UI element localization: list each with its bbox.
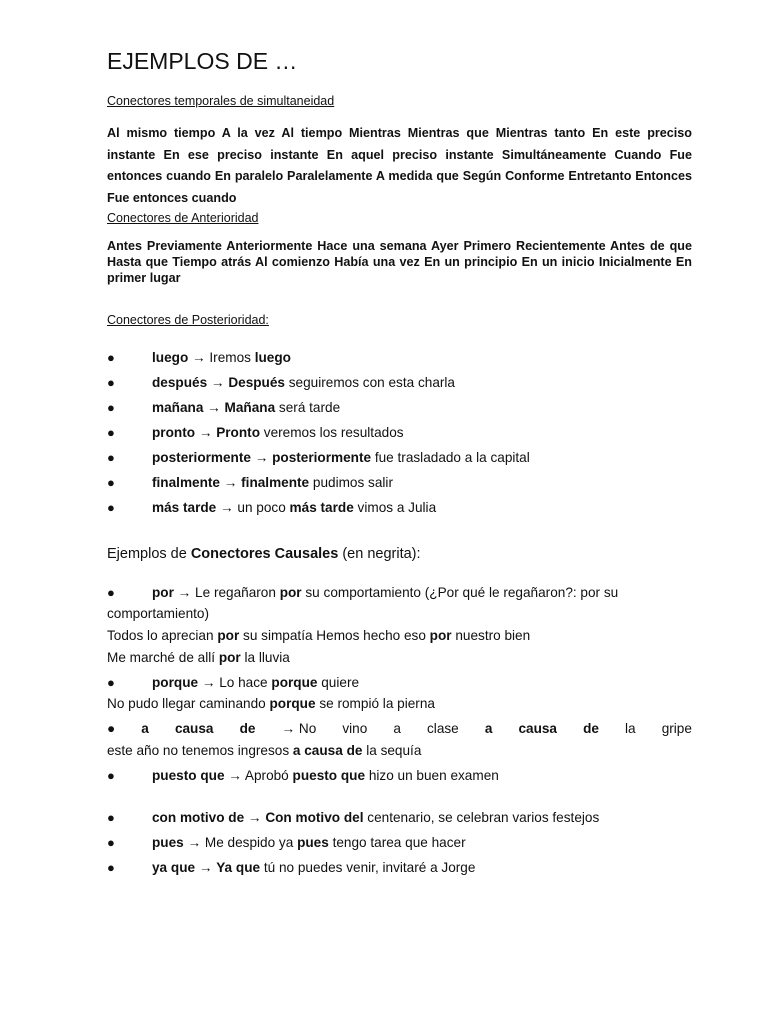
bullet-icon: ● (107, 721, 116, 736)
list-item (107, 350, 291, 365)
list-item-text: posteriormente (152, 450, 251, 465)
list-item-text: luego (254, 350, 291, 365)
bullet-icon: ● (107, 860, 115, 875)
list-item-a-causa-de: ● a causa de → No vino a clase a causa de la gripe (107, 721, 692, 736)
list-item-text: → (250, 450, 273, 465)
list-item-text: vimos a Julia (353, 500, 437, 515)
list-item-pues: ● pues → Me despido ya pues tengo tarea que hacer (107, 835, 466, 850)
bullet-icon: ● (107, 425, 115, 440)
list-item (107, 475, 393, 490)
list-item-text: Después (228, 375, 285, 390)
bullet-icon: ● (107, 500, 115, 515)
anterioridad-paragraph: Antes Previamente Anteriormente Hace una semana Ayer Primero Recientemente Antes de que Hasta que Tiempo atrás Al comienzo Había una vez En un principio En un inicio Inicialmente En primer lugar (107, 239, 692, 285)
list-item-text: posteriormente (272, 450, 372, 465)
por-example-2: Todos lo aprecian por su simpatía Hemos hecho eso por nuestro bien (107, 628, 531, 643)
list-item-text: finalmente (152, 475, 220, 490)
causales-intro: Ejemplos de Conectores Causales (en negrita): (107, 546, 421, 562)
list-item (107, 500, 436, 515)
list-item-text: pudimos salir (309, 475, 393, 490)
list-item (107, 425, 404, 440)
section-heading-posterioridad: Conectores de Posterioridad: (107, 313, 269, 327)
bullet-icon: ● (107, 375, 115, 390)
section-heading-simultaneidad: Conectores temporales de simultaneidad (107, 94, 335, 108)
list-item-puesto-que: ● puesto que → Aprobó puesto que hizo un buen examen (107, 768, 499, 783)
list-item-text: finalmente (241, 475, 310, 490)
bullet-icon: ● (107, 675, 115, 690)
bullet-icon: ● (107, 768, 115, 783)
list-item-ya-que: ● ya que → Ya que tú no puedes venir, invitaré a Jorge (107, 860, 476, 875)
list-item (107, 400, 340, 415)
list-item-text: fue trasladado a la capital (371, 450, 530, 465)
list-item-text: después (152, 375, 208, 390)
list-item-text: Pronto (216, 425, 260, 440)
list-item-text: seguiremos con esta charla (284, 375, 455, 390)
list-item-text: → un poco (216, 500, 290, 515)
list-item-text: más tarde (289, 500, 354, 515)
list-item-text: → Iremos (188, 350, 255, 365)
list-item-text: Mañana (224, 400, 276, 415)
simultaneidad-paragraph: Al mismo tiempo A la vez Al tiempo Mientras Mientras que Mientras tanto En este preciso instante En ese preciso instante En aquel preciso instante Simultáneamente Cuando Fue entonces cuando En paralelo Paralelamente A medida que Según Conforme Entretanto Entonces Fue entonces cuando (107, 126, 692, 205)
section-heading-anterioridad: Conectores de Anterioridad (107, 211, 259, 225)
list-item-text: más tarde (152, 500, 217, 515)
bullet-icon: ● (107, 810, 115, 825)
bullet-icon: ● (107, 585, 115, 600)
list-item (107, 375, 455, 390)
list-item-text: → (207, 375, 229, 390)
list-item-por: ● por → Le regañaron por su comportamiento (¿Por qué le regañaron?: por su (107, 585, 619, 600)
page-title: EJEMPLOS DE … (107, 48, 298, 74)
bullet-icon: ● (107, 450, 115, 465)
list-item-text: será tarde (275, 400, 341, 415)
bullet-icon: ● (107, 400, 115, 415)
list-item-text: mañana (152, 400, 204, 415)
list-item-text: luego (152, 350, 189, 365)
por-continuation: comportamiento) (107, 606, 209, 621)
list-item-con-motivo-de: ● con motivo de → Con motivo del centenario, se celebran varios festejos (107, 810, 600, 825)
a-causa-de-example-2: este año no tenemos ingresos a causa de la sequía (107, 743, 422, 758)
list-item-text: veremos los resultados (260, 425, 404, 440)
bullet-icon: ● (107, 350, 115, 365)
list-item-text: pronto (152, 425, 196, 440)
list-item-text: → (219, 475, 242, 490)
list-item-text: → (203, 400, 225, 415)
list-item (107, 450, 530, 465)
por-example-3: Me marché de allí por la lluvia (107, 650, 290, 665)
bullet-icon: ● (107, 835, 115, 850)
list-item-text: → (195, 425, 217, 440)
porque-example-2: No pudo llegar caminando porque se rompió la pierna (107, 696, 435, 711)
list-item-porque: ● porque → Lo hace porque quiere (107, 675, 360, 690)
bullet-icon: ● (107, 475, 115, 490)
